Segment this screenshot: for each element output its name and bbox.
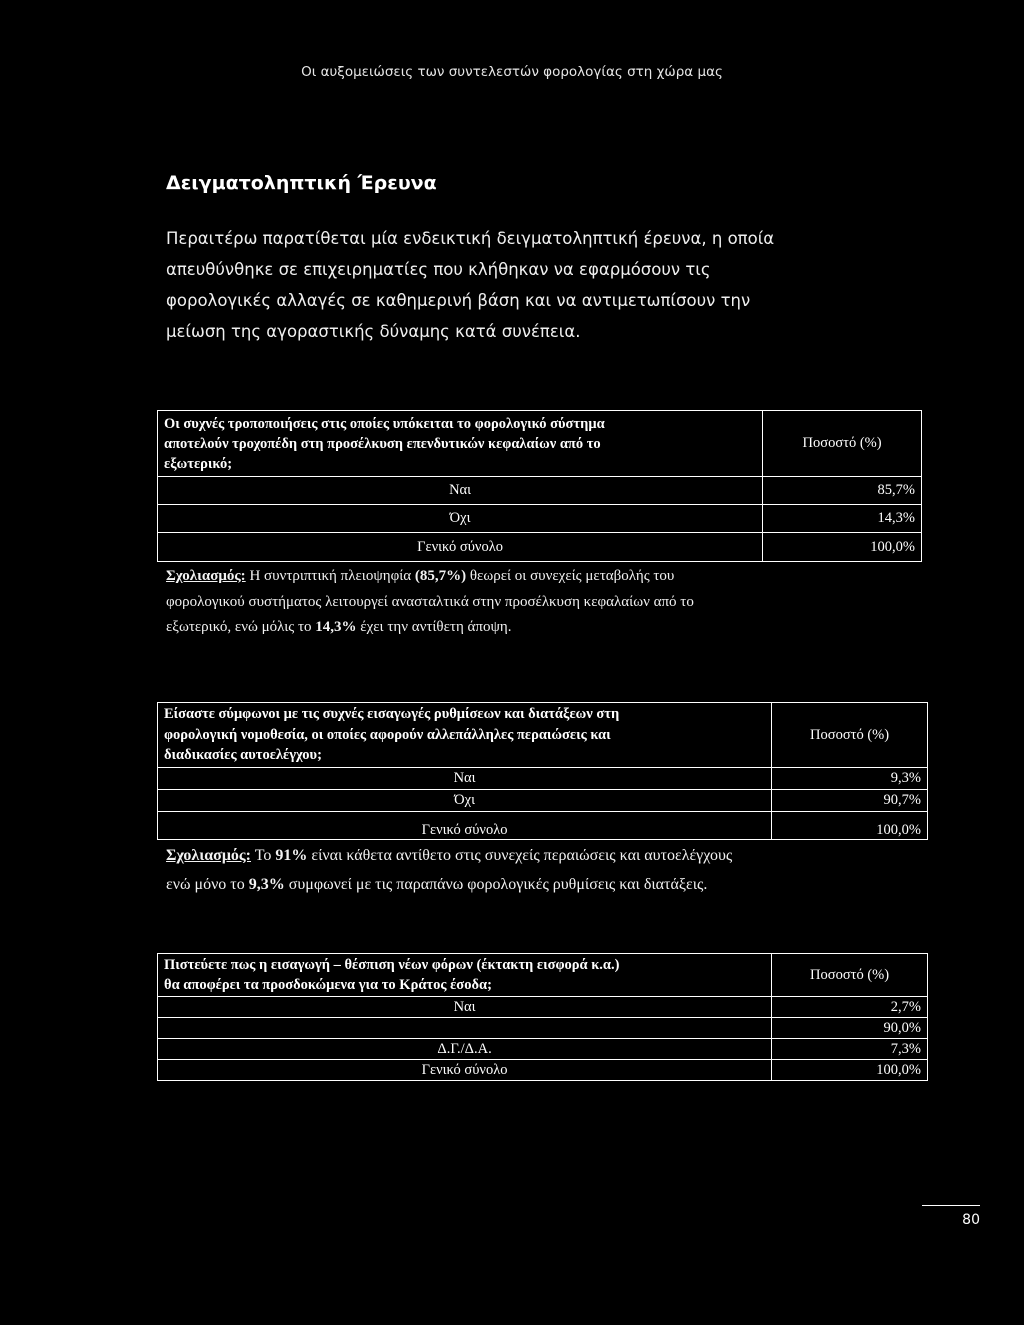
answer-value: 14,3%	[763, 505, 922, 533]
table-row-total	[158, 812, 928, 840]
answer-label: Ναι	[158, 768, 772, 790]
answer-label	[158, 1018, 772, 1039]
answer-value: 9,3%	[772, 768, 928, 790]
question-line: θα αποφέρει τα προσδοκώμενα για το Κράτος έσοδα;	[164, 977, 492, 993]
comment-label: Σχολιασμός:	[166, 568, 246, 584]
question-line: Είσαστε σύμφωνοι με τις συχνές εισαγωγές ρυθμίσεων και διατάξεων στη	[164, 706, 620, 723]
page-number: 80	[962, 1212, 980, 1228]
comment-label: Σχολιασμός:	[166, 847, 251, 864]
answer-label: Δ.Γ./Δ.Α.	[158, 1039, 772, 1060]
intro-line: μείωση της αγοραστικής δύναμης κατά συνέπεια.	[166, 322, 581, 341]
section-title: Δειγματοληπτική Έρευνα	[166, 172, 437, 194]
answer-value: 2,7%	[772, 997, 928, 1018]
answer-label: Όχι	[158, 505, 763, 533]
answer-label: Γενικό σύνολο	[158, 533, 763, 562]
answer-label: Ναι	[158, 477, 763, 505]
intro-line: φορολογικές αλλαγές σε καθημερινή βάση και να αντιμετωπίσουν την	[166, 291, 751, 310]
comment-line: ενώ μόνο το 9,3% συμφωνεί με τις παραπάνω φορολογικές ρυθμίσεις και διατάξεις.	[166, 876, 708, 893]
table-row	[158, 477, 922, 505]
intro-line: απευθύνθηκε σε επιχειρηματίες που κλήθηκαν να εφαρμόσουν τις	[166, 260, 711, 279]
comment-line: Σχολιασμός: Η συντριπτική πλειοψηφία (85,7%) θεωρεί οι συνεχείς μεταβολής του	[166, 568, 675, 584]
table-row	[158, 1039, 928, 1060]
question-cell	[158, 954, 772, 997]
footer-rule	[922, 1205, 980, 1206]
comment-2	[166, 841, 916, 899]
question-line: Πιστεύετε πως η εισαγωγή – θέσπιση νέων φόρων (έκτακτη εισφορά κ.α.)	[164, 957, 620, 973]
table-row	[158, 997, 928, 1018]
answer-value: 7,3%	[772, 1039, 928, 1060]
question-line: αποτελούν τροχοπέδη στη προσέλκυση επενδυτικών κεφαλαίων από το	[164, 435, 601, 452]
answer-value: 100,0%	[763, 533, 922, 562]
survey-table-3	[157, 953, 928, 1081]
percent-header: Ποσοστό (%)	[763, 411, 922, 477]
answer-label: Γενικό σύνολο	[158, 1060, 772, 1081]
table-row-total	[158, 533, 922, 562]
comment-1	[166, 564, 906, 641]
answer-value: 100,0%	[772, 812, 928, 840]
answer-value: 90,7%	[772, 790, 928, 812]
table-row	[158, 1018, 928, 1039]
table-row	[158, 768, 928, 790]
answer-value: 85,7%	[763, 477, 922, 505]
comment-line: Σχολιασμός: Το 91% είναι κάθετα αντίθετο στις συνεχείς περαιώσεις και αυτοελέγχους	[166, 847, 733, 864]
question-line: εξωτερικό;	[164, 455, 233, 472]
survey-table-2	[157, 702, 928, 840]
answer-label: Ναι	[158, 997, 772, 1018]
table-row-total	[158, 1060, 928, 1081]
intro-line: Περαιτέρω παρατίθεται μία ενδεικτική δειγματοληπτική έρευνα, η οποία	[166, 229, 775, 248]
survey-table-1	[157, 410, 922, 562]
question-line: Οι συχνές τροποποιήσεις στις οποίες υπόκειται το φορολογικό σύστημα	[164, 415, 605, 432]
comment-line: εξωτερικό, ενώ μόλις το 14,3% έχει την αντίθετη άποψη.	[166, 619, 512, 635]
answer-label: Γενικό σύνολο	[158, 812, 772, 840]
answer-value: 90,0%	[772, 1018, 928, 1039]
answer-label: Όχι	[158, 790, 772, 812]
comment-line: φορολογικού συστήματος λειτουργεί ανασταλτικά στην προσέλκυση κεφαλαίων από το	[166, 593, 694, 610]
percent-header: Ποσοστό (%)	[772, 954, 928, 997]
table-row	[158, 505, 922, 533]
intro-paragraph	[166, 223, 866, 347]
answer-value: 100,0%	[772, 1060, 928, 1081]
question-line: φορολογική νομοθεσία, οι οποίες αφορούν αλλεπάλληλες περαιώσεις και	[164, 726, 611, 743]
table-row	[158, 790, 928, 812]
percent-header: Ποσοστό (%)	[772, 703, 928, 768]
question-line: διαδικασίες αυτοελέγχου;	[164, 747, 322, 764]
running-header: Οι αυξομειώσεις των συντελεστών φορολογίας στη χώρα μας	[301, 64, 723, 80]
question-cell	[158, 411, 763, 477]
question-cell	[158, 703, 772, 768]
